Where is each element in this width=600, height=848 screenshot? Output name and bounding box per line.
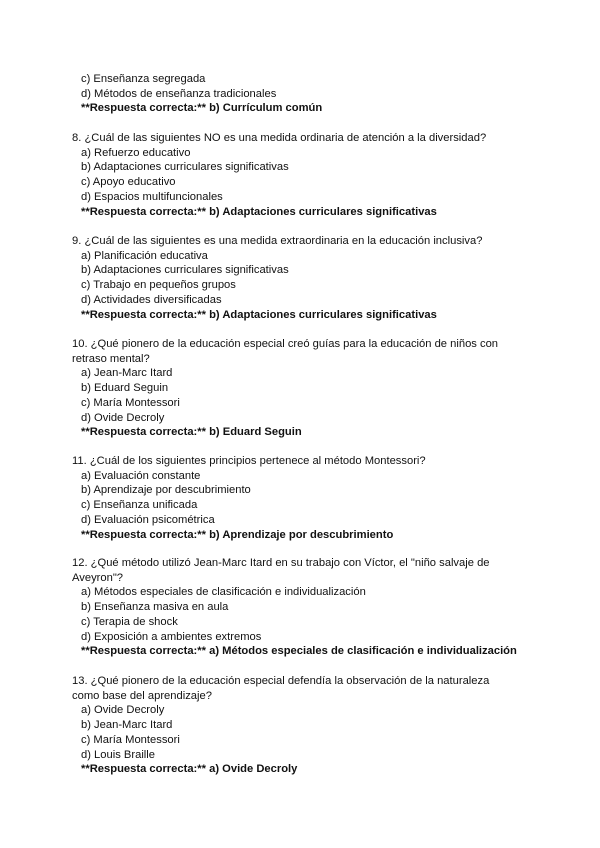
question-text: 8. ¿Cuál de las siguientes NO es una medida ordinaria de atención a la diversidad?: [72, 132, 487, 144]
question-10: [0, 337, 512, 440]
option: c) María Montessori: [81, 733, 180, 746]
question-12: [0, 556, 517, 659]
correct-answer: **Respuesta correcta:** a) Métodos especiales de clasificación e individualización: [81, 645, 517, 658]
question-8: [0, 131, 512, 219]
correct-answer: **Respuesta correcta:** b) Currículum común: [81, 102, 323, 115]
option: b) Eduard Seguin: [81, 382, 169, 395]
question-7-tail: [0, 72, 322, 116]
option: d) Espacios multifuncionales: [81, 190, 223, 203]
correct-answer: **Respuesta correcta:** b) Eduard Seguin: [81, 426, 302, 439]
question-9: [0, 234, 512, 322]
option: d) Evaluación psicométrica: [81, 513, 215, 526]
question-11: [0, 454, 512, 542]
option: c) Enseñanza segregada: [81, 73, 206, 85]
option: c) María Montessori: [81, 396, 180, 409]
question-text: 10. ¿Qué pionero de la educación especial creó guías para la educación de niños con retraso mental?: [72, 338, 499, 365]
option: d) Métodos de enseñanza tradicionales: [81, 87, 277, 100]
option: d) Ovide Decroly: [81, 411, 165, 424]
correct-answer: **Respuesta correcta:** b) Aprendizaje por descubrimiento: [81, 528, 394, 541]
option: a) Ovide Decroly: [81, 704, 165, 717]
option: a) Evaluación constante: [81, 469, 201, 482]
option: d) Louis Braille: [81, 748, 155, 761]
correct-answer: **Respuesta correcta:** b) Adaptaciones curriculares significativas: [81, 205, 437, 218]
option: b) Adaptaciones curriculares significativas: [81, 264, 289, 277]
correct-answer: **Respuesta correcta:** a) Ovide Decroly: [81, 763, 298, 776]
question-text: 13. ¿Qué pionero de la educación especial defendía la observación de la naturaleza como base del aprendizaje?: [72, 675, 490, 702]
option: b) Aprendizaje por descubrimiento: [81, 484, 251, 497]
option: c) Apoyo educativo: [81, 176, 176, 189]
option: d) Exposición a ambientes extremos: [81, 630, 262, 643]
option: a) Métodos especiales de clasificación e individualización: [81, 586, 366, 599]
question-text: 11. ¿Cuál de los siguientes principios pertenece al método Montessori?: [72, 455, 426, 467]
option: b) Jean-Marc Itard: [81, 719, 173, 732]
option: d) Actividades diversificadas: [81, 293, 222, 306]
option: b) Enseñanza masiva en aula: [81, 601, 229, 614]
option: c) Terapia de shock: [81, 615, 178, 628]
option: a) Refuerzo educativo: [81, 146, 191, 159]
option: a) Jean-Marc Itard: [81, 367, 173, 380]
question-text: 9. ¿Cuál de las siguientes es una medida extraordinaria en la educación inclusiva?: [72, 235, 483, 247]
option: b) Adaptaciones curriculares significativas: [81, 161, 289, 174]
question-13: [0, 674, 512, 777]
option: c) Enseñanza unificada: [81, 499, 198, 512]
correct-answer: **Respuesta correcta:** b) Adaptaciones curriculares significativas: [81, 308, 437, 321]
option: a) Planificación educativa: [81, 249, 208, 262]
question-text: 12. ¿Qué método utilizó Jean-Marc Itard en su trabajo con Víctor, el "niño salvaje de Aveyron"?: [72, 557, 490, 584]
option: c) Trabajo en pequeños grupos: [81, 279, 236, 292]
